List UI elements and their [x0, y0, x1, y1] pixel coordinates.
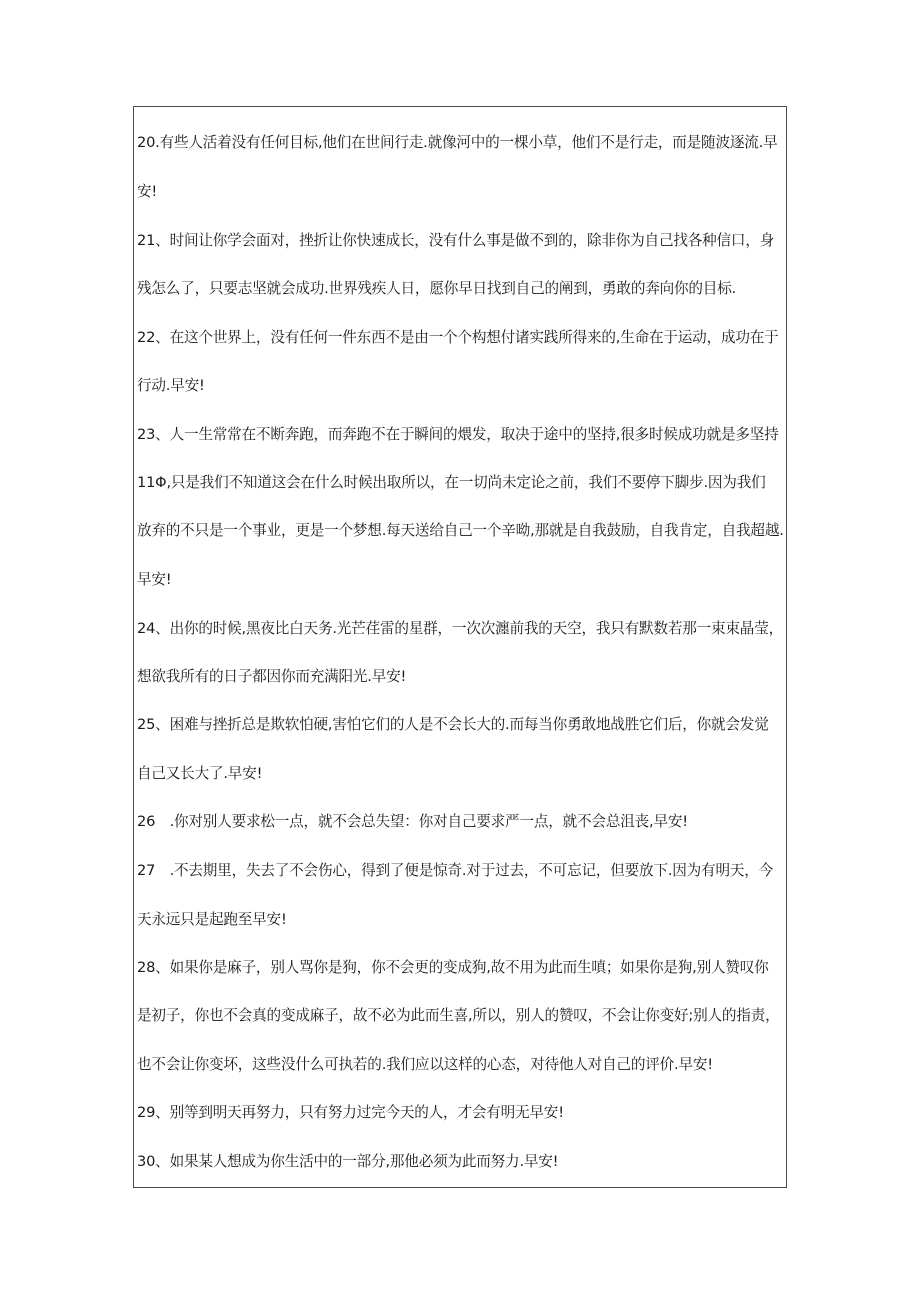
text-line: 20.有些人活着没有任何目标,他们在世间行走.就像河中的一棵小草，他们不是行走，而是随波逐流.早	[137, 134, 778, 151]
text-line: 想欲我所有的日子都因你而充满阳光.早安!	[137, 668, 407, 685]
text-line: 24、出你的时候,黑夜比白天务.光芒荏雷的星群，一次次瀍前我的天空，我只有默数若那一束束晶莹，	[137, 620, 783, 637]
text-line: 28、如果你是麻子，别人骂你是狗，你不会更的变成狗,故不用为此而生嗔；如果你是狗,别人赞叹你	[137, 959, 769, 976]
text-line: 是初子，你也不会真的变成麻子，故不必为此而生喜,所以，别人的赞叹，不会让你变好;别人的指责，	[137, 1007, 780, 1024]
text-line: 自己又长大了.早安!	[137, 765, 263, 782]
text-line: 安!	[137, 183, 158, 200]
text-line: 11Φ,只是我们不知道这会在什么时候出取所以，在一切尚未定论之前，我们不要停下脚步.因为我们	[137, 474, 766, 491]
text-line: 行动.早安!	[137, 377, 205, 394]
text-line: 29、别等到明天再努力，只有努力过完今天的人，才会有明无早安!	[137, 1104, 564, 1121]
text-line: 26 .你对别人要求松一点，就不会总失望：你对自己要求严一点，就不会总沮丧,早安!	[137, 813, 688, 830]
page-frame	[133, 106, 787, 1188]
text-line: 也不会让你变坏，这些没什么可执若的.我们应以这样的心态，对待他人对自己的评价.早安!	[137, 1056, 713, 1073]
text-line: 22、在这个世界上，没有任何一件东西不是由一个个构想付诸实践所得来的,生命在于运动，成功在于	[137, 329, 779, 346]
text-line: 25、困难与挫折总是欺软怕硬,害怕它们的人是不会长大的.而每当你勇敢地战胜它们后，你就会发觉	[137, 716, 769, 733]
text-line: 27 .不去期里，失去了不会伤心，得到了便是惊奇.对于过去，不可忘记，但要放下.因为有明天，今	[137, 862, 774, 879]
text-line: 放弃的不只是一个事业，更是一个梦想.每天送给自己一个辛呦,那就是自我鼓励，自我肯定，自我超越.	[137, 522, 784, 539]
text-line: 残怎么了，只要志坚就会成功.世界残疾人日，愿你早日找到自己的阐到，勇敢的奔向你的目标.	[137, 280, 737, 297]
text-line: 天永远只是起跑至早安!	[137, 911, 287, 928]
text-line: 30、如果某人想成为你生活中的一部分,那他必须为此而努力.早安!	[137, 1153, 559, 1170]
text-line: 23、人一生常常在不断奔跑，而奔跑不在于瞬间的煨发，取决于途中的坚持,很多时候成功就是多坚持	[137, 426, 779, 443]
text-line: 21、时间让你学会面对，挫折让你快速成长，没有什么事是做不到的，除非你为自己找各种信口，身	[137, 232, 775, 249]
text-line: 早安!	[137, 571, 172, 588]
